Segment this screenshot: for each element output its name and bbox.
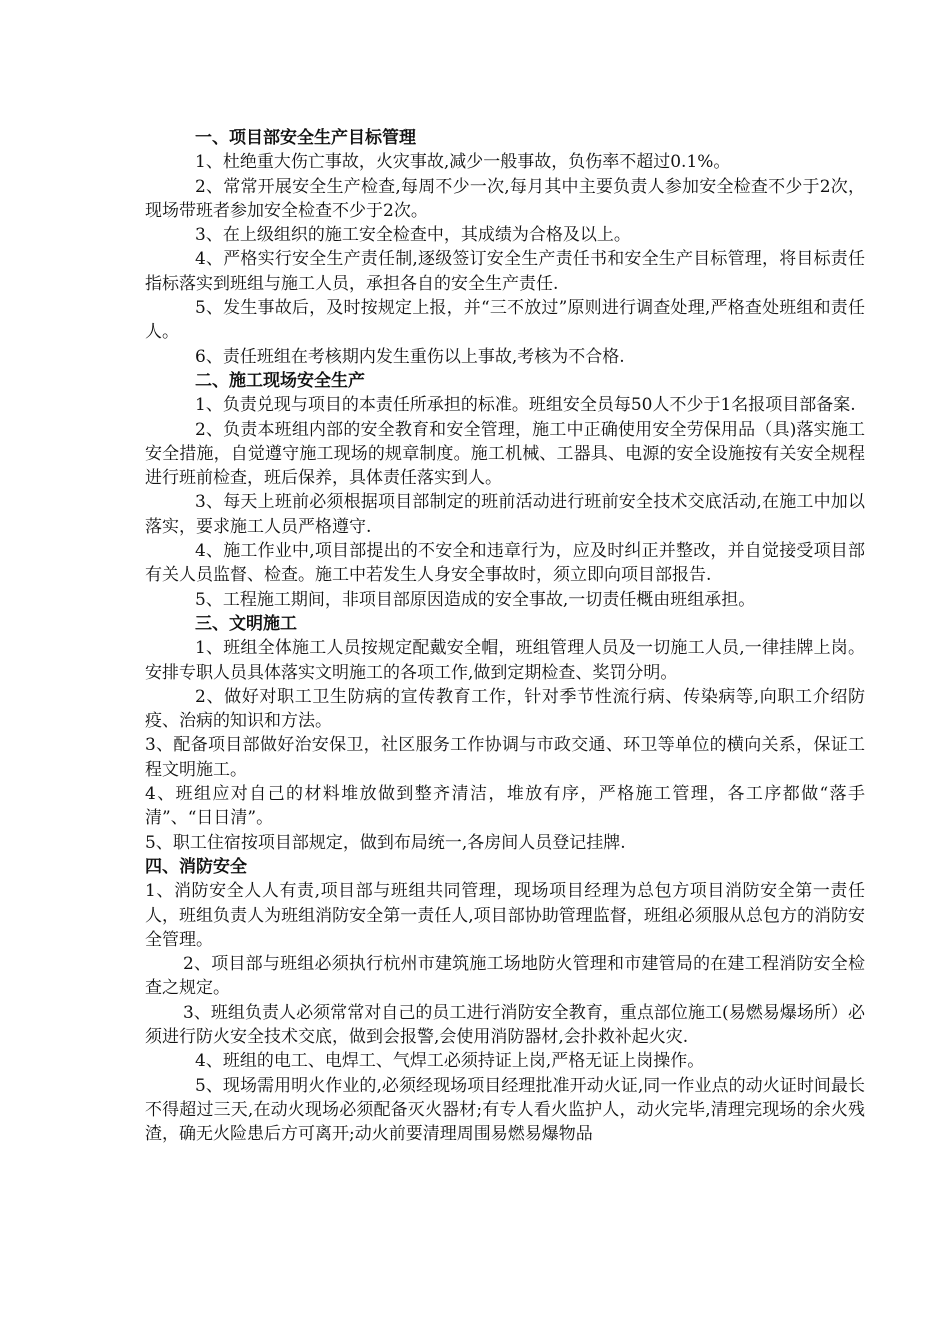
paragraph: 3、在上级组织的施工安全检查中，其成绩为合格及以上。 [195,225,631,246]
paragraph: 2、项目部与班组必须执行杭州市建筑施工场地防火管理和市建管局的在建工程消防安全检查之规定。 [145,954,865,999]
paragraph: 3、配备项目部做好治安保卫，社区服务工作协调与市政交通、环卫等单位的横向关系，保证工程文明施工。 [145,735,865,780]
paragraph: 4、施工作业中,项目部提出的不安全和违章行为，应及时纠正并整改，并自觉接受项目部有关人员监督、检查。施工中若发生人身安全事故时，须立即向项目部报告. [145,541,865,586]
paragraph: 3、每天上班前必须根据项目部制定的班前活动进行班前安全技术交底活动,在施工中加以落实，要求施工人员严格遵守. [145,492,865,537]
paragraph: 2、做好对职工卫生防病的宣传教育工作，针对季节性流行病、传染病等,向职工介绍防疫、治病的知识和方法。 [145,686,865,732]
section-heading-civilized-construction: 三、文明施工 [195,613,297,634]
document-body [145,126,865,1146]
section-heading-fire-safety: 四、消防安全 [145,856,247,877]
paragraph: 2、负责本班组内部的安全教育和安全管理，施工中正确使用安全劳保用品（具)落实施工安全措施，自觉遵守施工现场的规章制度。施工机械、工器具、电源的安全设施按有关安全规程进行班前检查，班后保养，具体责任落实到人。 [145,419,865,489]
paragraph: 5、发生事故后，及时按规定上报，并“三不放过”原则进行调查处理,严格查处班组和责任人。 [145,298,865,343]
paragraph: 1、杜绝重大伤亡事故，火灾事故,减少一般事故，负伤率不超过0.1%。 [195,152,731,173]
paragraph: 2、常常开展安全生产检查,每周不少一次,每月其中主要负责人参加安全检查不少于2次，现场带班者参加安全检查不少于2次。 [145,176,865,221]
paragraph: 5、职工住宿按项目部规定，做到布局统一,各房间人员登记挂牌. [145,832,626,853]
paragraph: 1、班组全体施工人员按规定配戴安全帽，班组管理人员及一切施工人员,一律挂牌上岗。安排专职人员具体落实文明施工的各项工作,做到定期检查、奖罚分明。 [145,638,865,683]
paragraph: 6、责任班组在考核期内发生重伤以上事故,考核为不合格. [195,346,625,367]
paragraph: 1、负责兑现与项目的本责任所承担的标准。班组安全员每50人不少于1名报项目部备案. [195,395,856,416]
paragraph: 1、消防安全人人有责,项目部与班组共同管理，现场项目经理为总包方项目消防安全第一责任人，班组负责人为班组消防安全第一责任人,项目部协助管理监督，班组必须服从总包方的消防安全管理。 [145,881,865,950]
paragraph: 4、班组应对自己的材料堆放做到整齐清洁，堆放有序，严格施工管理，各工序都做“落手清”、“日日清”。 [145,784,865,829]
paragraph: 3、班组负责人必须常常对自己的员工进行消防安全教育，重点部位施工(易燃易爆场所）必须进行防火安全技术交底，做到会报警,会使用消防器材,会扑救补起火灾. [145,1002,865,1047]
paragraph: 5、工程施工期间，非项目部原因造成的安全事故,一切责任概由班组承担。 [195,589,756,610]
section-heading-site-safety: 二、施工现场安全生产 [195,370,365,391]
paragraph: 4、严格实行安全生产责任制,逐级签订安全生产责任书和安全生产目标管理，将目标责任指标落实到班组与施工人员，承担各自的安全生产责任. [145,249,865,294]
paragraph: 5、现场需用明火作业的,必须经现场项目经理批准开动火证,同一作业点的动火证时间最长不得超过三天,在动火现场必须配备灭火器材;有专人看火监护人，动火完毕,清理完现场的余火残渣，确无火险患后方可离开;动火前要清理周围易燃易爆物品 [145,1075,865,1145]
section-heading-target-management: 一、项目部安全生产目标管理 [195,128,416,148]
paragraph: 4、班组的电工、电焊工、气焊工必须持证上岗,严格无证上岗操作。 [195,1051,705,1072]
